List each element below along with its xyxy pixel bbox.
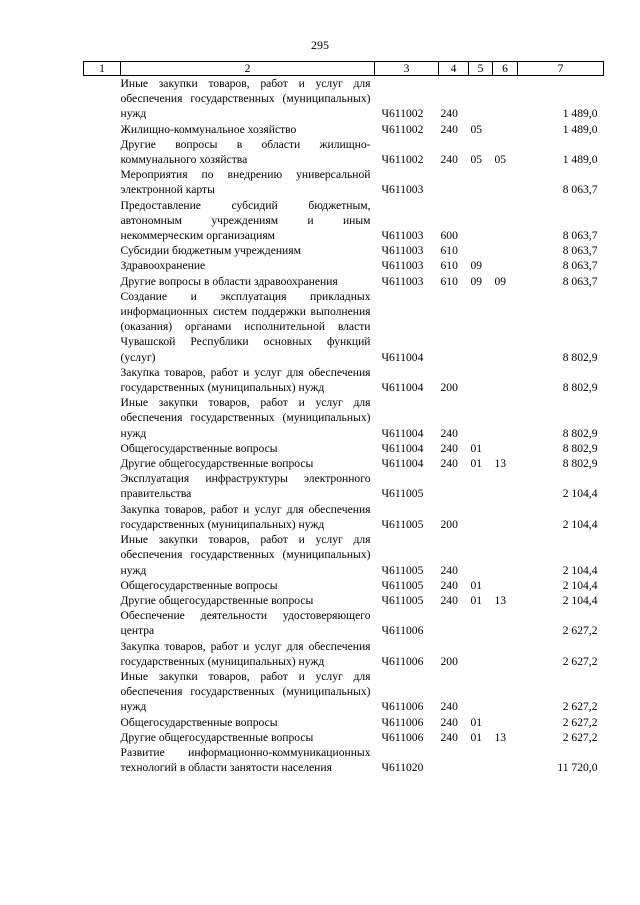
col1-cell	[84, 167, 121, 197]
row-amount: 2 627,2	[562, 624, 598, 638]
row-subsection	[493, 745, 518, 775]
row-description: Закупка товаров, работ и услуг для обеспечения государственных (муниципальных) нужд	[120, 639, 371, 668]
col1-cell	[84, 258, 121, 273]
row-subsection	[493, 243, 518, 258]
row-section: 01	[470, 578, 483, 592]
row-subsection	[493, 258, 518, 273]
col1-cell	[84, 608, 121, 638]
table-row	[84, 608, 604, 638]
row-description: Общегосударственные вопросы	[120, 441, 278, 455]
col1-cell	[84, 441, 121, 456]
table-body	[84, 76, 604, 776]
row-expense-type	[439, 608, 469, 638]
row-amount: 8 802,9	[562, 457, 598, 471]
row-amount: 8 802,9	[562, 350, 598, 364]
header-cell-col1: 1	[84, 62, 121, 76]
row-subsection	[493, 198, 518, 244]
row-description: Жилищно-коммунальное хозяйство	[120, 122, 297, 136]
row-target-code: Ч611004	[381, 426, 424, 440]
table-row	[84, 289, 604, 365]
row-amount: 1 489,0	[562, 122, 598, 136]
row-description: Закупка товаров, работ и услуг для обеспечения государственных (муниципальных) нужд	[120, 365, 371, 395]
row-amount: 1 489,0	[562, 107, 598, 121]
header-cell-col4: 4	[439, 62, 469, 76]
col1-cell	[84, 243, 121, 258]
row-target-code: Ч611003	[381, 229, 424, 243]
col1-cell	[84, 456, 121, 471]
col1-cell	[84, 532, 121, 578]
row-expense-type	[439, 471, 469, 501]
col1-cell	[84, 76, 121, 122]
row-section: 01	[470, 441, 483, 455]
row-expense-type: 240	[440, 122, 458, 136]
row-description: Обеспечение деятельности удостоверяющего центра	[120, 609, 371, 638]
row-expense-type: 610	[440, 244, 458, 258]
row-subsection	[493, 122, 518, 137]
table-row	[84, 730, 604, 745]
row-description: Иные закупки товаров, работ и услуг для обеспечения государственных (муниципальных) нужд	[120, 533, 371, 577]
row-description: Другие вопросы в области жилищно-коммунального хозяйства	[120, 137, 371, 167]
col1-cell	[84, 198, 121, 244]
table-row	[84, 365, 604, 395]
page-number: 295	[311, 38, 329, 52]
row-section	[469, 608, 493, 638]
row-expense-type: 200	[440, 654, 458, 668]
row-section	[469, 76, 493, 122]
table-row	[84, 441, 604, 456]
table-row	[84, 502, 604, 532]
row-expense-type: 240	[440, 593, 458, 607]
row-subsection	[493, 639, 518, 669]
row-expense-type: 240	[440, 426, 458, 440]
row-target-code: Ч611002	[381, 107, 424, 121]
row-target-code: Ч611004	[381, 381, 424, 395]
row-expense-type	[439, 745, 469, 775]
row-subsection: 13	[494, 730, 507, 744]
row-section	[469, 395, 493, 441]
row-amount: 2 627,2	[562, 715, 598, 729]
row-amount: 2 104,4	[562, 517, 598, 531]
row-expense-type: 240	[440, 563, 458, 577]
row-expense-type: 240	[440, 730, 458, 744]
row-target-code: Ч611006	[381, 700, 424, 714]
row-section: 09	[470, 274, 483, 288]
row-section	[469, 243, 493, 258]
row-section	[469, 471, 493, 501]
row-subsection	[493, 532, 518, 578]
table-row	[84, 532, 604, 578]
row-amount: 8 802,9	[562, 441, 598, 455]
row-expense-type: 240	[440, 700, 458, 714]
col1-cell	[84, 639, 121, 669]
col1-cell	[84, 593, 121, 608]
row-subsection: 05	[494, 153, 507, 167]
table-row	[84, 76, 604, 122]
col1-cell	[84, 715, 121, 730]
row-expense-type: 600	[440, 229, 458, 243]
row-subsection: 13	[494, 457, 507, 471]
row-description: Общегосударственные вопросы	[120, 578, 278, 592]
row-amount: 2 104,4	[562, 578, 598, 592]
header-cell-col2: 2	[121, 62, 375, 76]
row-description: Предоставление субсидий бюджетным, автономным учреждениям и иным некоммерческим организациям	[120, 198, 371, 243]
row-expense-type	[439, 289, 469, 365]
row-description: Мероприятия по внедрению универсальной электронной карты	[120, 168, 371, 197]
row-section: 05	[470, 122, 483, 136]
table-row	[84, 137, 604, 167]
row-description: Эксплуатация инфраструктуры электронного правительства	[120, 472, 371, 501]
row-description: Общегосударственные вопросы	[120, 715, 278, 729]
row-target-code: Ч611006	[381, 654, 424, 668]
table-row	[84, 639, 604, 669]
row-section	[469, 167, 493, 197]
row-expense-type: 240	[440, 107, 458, 121]
header-cell-col5: 5	[469, 62, 493, 76]
table-row	[84, 593, 604, 608]
row-target-code: Ч611004	[381, 457, 424, 471]
row-subsection	[493, 289, 518, 365]
row-section	[469, 502, 493, 532]
row-subsection	[493, 669, 518, 715]
row-description: Другие общегосударственные вопросы	[120, 593, 314, 607]
row-target-code: Ч611002	[381, 122, 424, 136]
row-subsection	[493, 365, 518, 395]
row-amount: 2 627,2	[562, 654, 598, 668]
row-description: Другие вопросы в области здравоохранения	[120, 274, 338, 288]
row-target-code: Ч611003	[381, 183, 424, 197]
row-subsection	[493, 76, 518, 122]
col1-cell	[84, 289, 121, 365]
table-row	[84, 745, 604, 775]
table-row	[84, 456, 604, 471]
row-description: Другие общегосударственные вопросы	[120, 730, 314, 744]
row-subsection	[493, 471, 518, 501]
row-section	[469, 198, 493, 244]
row-target-code: Ч611005	[381, 517, 424, 531]
row-description: Иные закупки товаров, работ и услуг для обеспечения государственных (муниципальных) нужд	[120, 669, 371, 714]
row-target-code: Ч611002	[381, 153, 424, 167]
row-section	[469, 639, 493, 669]
col1-cell	[84, 395, 121, 441]
row-target-code: Ч611005	[381, 487, 424, 501]
row-amount: 8 063,7	[562, 244, 598, 258]
table-row	[84, 274, 604, 289]
col1-cell	[84, 669, 121, 715]
row-description: Иные закупки товаров, работ и услуг для обеспечения государственных (муниципальных) нужд	[120, 396, 371, 440]
row-expense-type: 610	[440, 259, 458, 273]
row-section: 01	[470, 593, 483, 607]
row-section	[469, 745, 493, 775]
table-row	[84, 715, 604, 730]
row-amount: 1 489,0	[562, 153, 598, 167]
table-row	[84, 471, 604, 501]
row-expense-type: 240	[440, 441, 458, 455]
row-subsection	[493, 578, 518, 593]
row-subsection	[493, 395, 518, 441]
row-target-code: Ч611020	[381, 761, 424, 775]
table-row	[84, 669, 604, 715]
col1-cell	[84, 745, 121, 775]
row-description: Здравоохранение	[120, 259, 206, 273]
table-row	[84, 243, 604, 258]
row-amount: 8 802,9	[562, 426, 598, 440]
row-description: Иные закупки товаров, работ и услуг для обеспечения государственных (муниципальных) нужд	[120, 77, 371, 121]
table-row	[84, 578, 604, 593]
row-expense-type: 240	[440, 578, 458, 592]
row-section	[469, 365, 493, 395]
col1-cell	[84, 578, 121, 593]
table-row	[84, 122, 604, 137]
row-amount: 2 104,4	[562, 593, 598, 607]
table-row	[84, 258, 604, 273]
row-target-code: Ч611003	[381, 259, 424, 273]
row-amount: 11 720,0	[557, 761, 598, 775]
table-header	[84, 62, 604, 76]
row-section: 01	[470, 457, 483, 471]
col1-cell	[84, 274, 121, 289]
row-amount: 2 104,4	[562, 563, 598, 577]
budget-table	[83, 61, 604, 775]
row-target-code: Ч611005	[381, 578, 424, 592]
row-amount: 8 063,7	[562, 259, 598, 273]
row-amount: 8 063,7	[562, 183, 598, 197]
row-subsection	[493, 715, 518, 730]
row-amount: 2 104,4	[562, 487, 598, 501]
row-section: 01	[470, 730, 483, 744]
row-subsection	[493, 502, 518, 532]
col1-cell	[84, 730, 121, 745]
col1-cell	[84, 471, 121, 501]
row-expense-type: 240	[440, 153, 458, 167]
row-section	[469, 669, 493, 715]
row-subsection	[493, 441, 518, 456]
row-target-code: Ч611005	[381, 563, 424, 577]
row-expense-type: 200	[440, 381, 458, 395]
table-row	[84, 198, 604, 244]
header-cell-col3: 3	[375, 62, 439, 76]
row-description: Субсидии бюджетным учреждениям	[120, 244, 301, 258]
table-row	[84, 395, 604, 441]
row-amount: 8 802,9	[562, 381, 598, 395]
header-cell-col7: 7	[518, 62, 604, 76]
row-amount: 8 063,7	[562, 274, 598, 288]
col1-cell	[84, 122, 121, 137]
row-section: 09	[470, 259, 483, 273]
row-target-code: Ч611004	[381, 441, 424, 455]
row-target-code: Ч611006	[381, 715, 424, 729]
row-expense-type: 200	[440, 517, 458, 531]
row-amount: 8 063,7	[562, 229, 598, 243]
row-expense-type: 610	[440, 274, 458, 288]
row-section: 05	[470, 153, 483, 167]
row-subsection: 09	[494, 274, 507, 288]
row-subsection	[493, 167, 518, 197]
row-amount: 2 627,2	[562, 730, 598, 744]
row-target-code: Ч611006	[381, 730, 424, 744]
row-section	[469, 532, 493, 578]
header-cell-col6: 6	[493, 62, 518, 76]
row-target-code: Ч611003	[381, 244, 424, 258]
row-section: 01	[470, 715, 483, 729]
row-subsection: 13	[494, 593, 507, 607]
row-target-code: Ч611006	[381, 624, 424, 638]
row-amount: 2 627,2	[562, 700, 598, 714]
col1-cell	[84, 365, 121, 395]
row-target-code: Ч611005	[381, 593, 424, 607]
row-expense-type: 240	[440, 715, 458, 729]
row-description: Создание и эксплуатация прикладных информационных систем поддержки выполнения (оказания) органами исполнительной власти Чувашской Республики основных функций (услуг)	[120, 289, 371, 364]
col1-cell	[84, 137, 121, 167]
row-description: Развитие информационно-коммуникационных технологий в области занятости населения	[120, 745, 371, 775]
row-description: Другие общегосударственные вопросы	[120, 457, 314, 471]
row-target-code: Ч611003	[381, 274, 424, 288]
table-row	[84, 167, 604, 197]
row-expense-type: 240	[440, 457, 458, 471]
row-target-code: Ч611004	[381, 350, 424, 364]
row-expense-type	[439, 167, 469, 197]
col1-cell	[84, 502, 121, 532]
row-section	[469, 289, 493, 365]
row-description: Закупка товаров, работ и услуг для обеспечения государственных (муниципальных) нужд	[120, 502, 371, 531]
row-subsection	[493, 608, 518, 638]
